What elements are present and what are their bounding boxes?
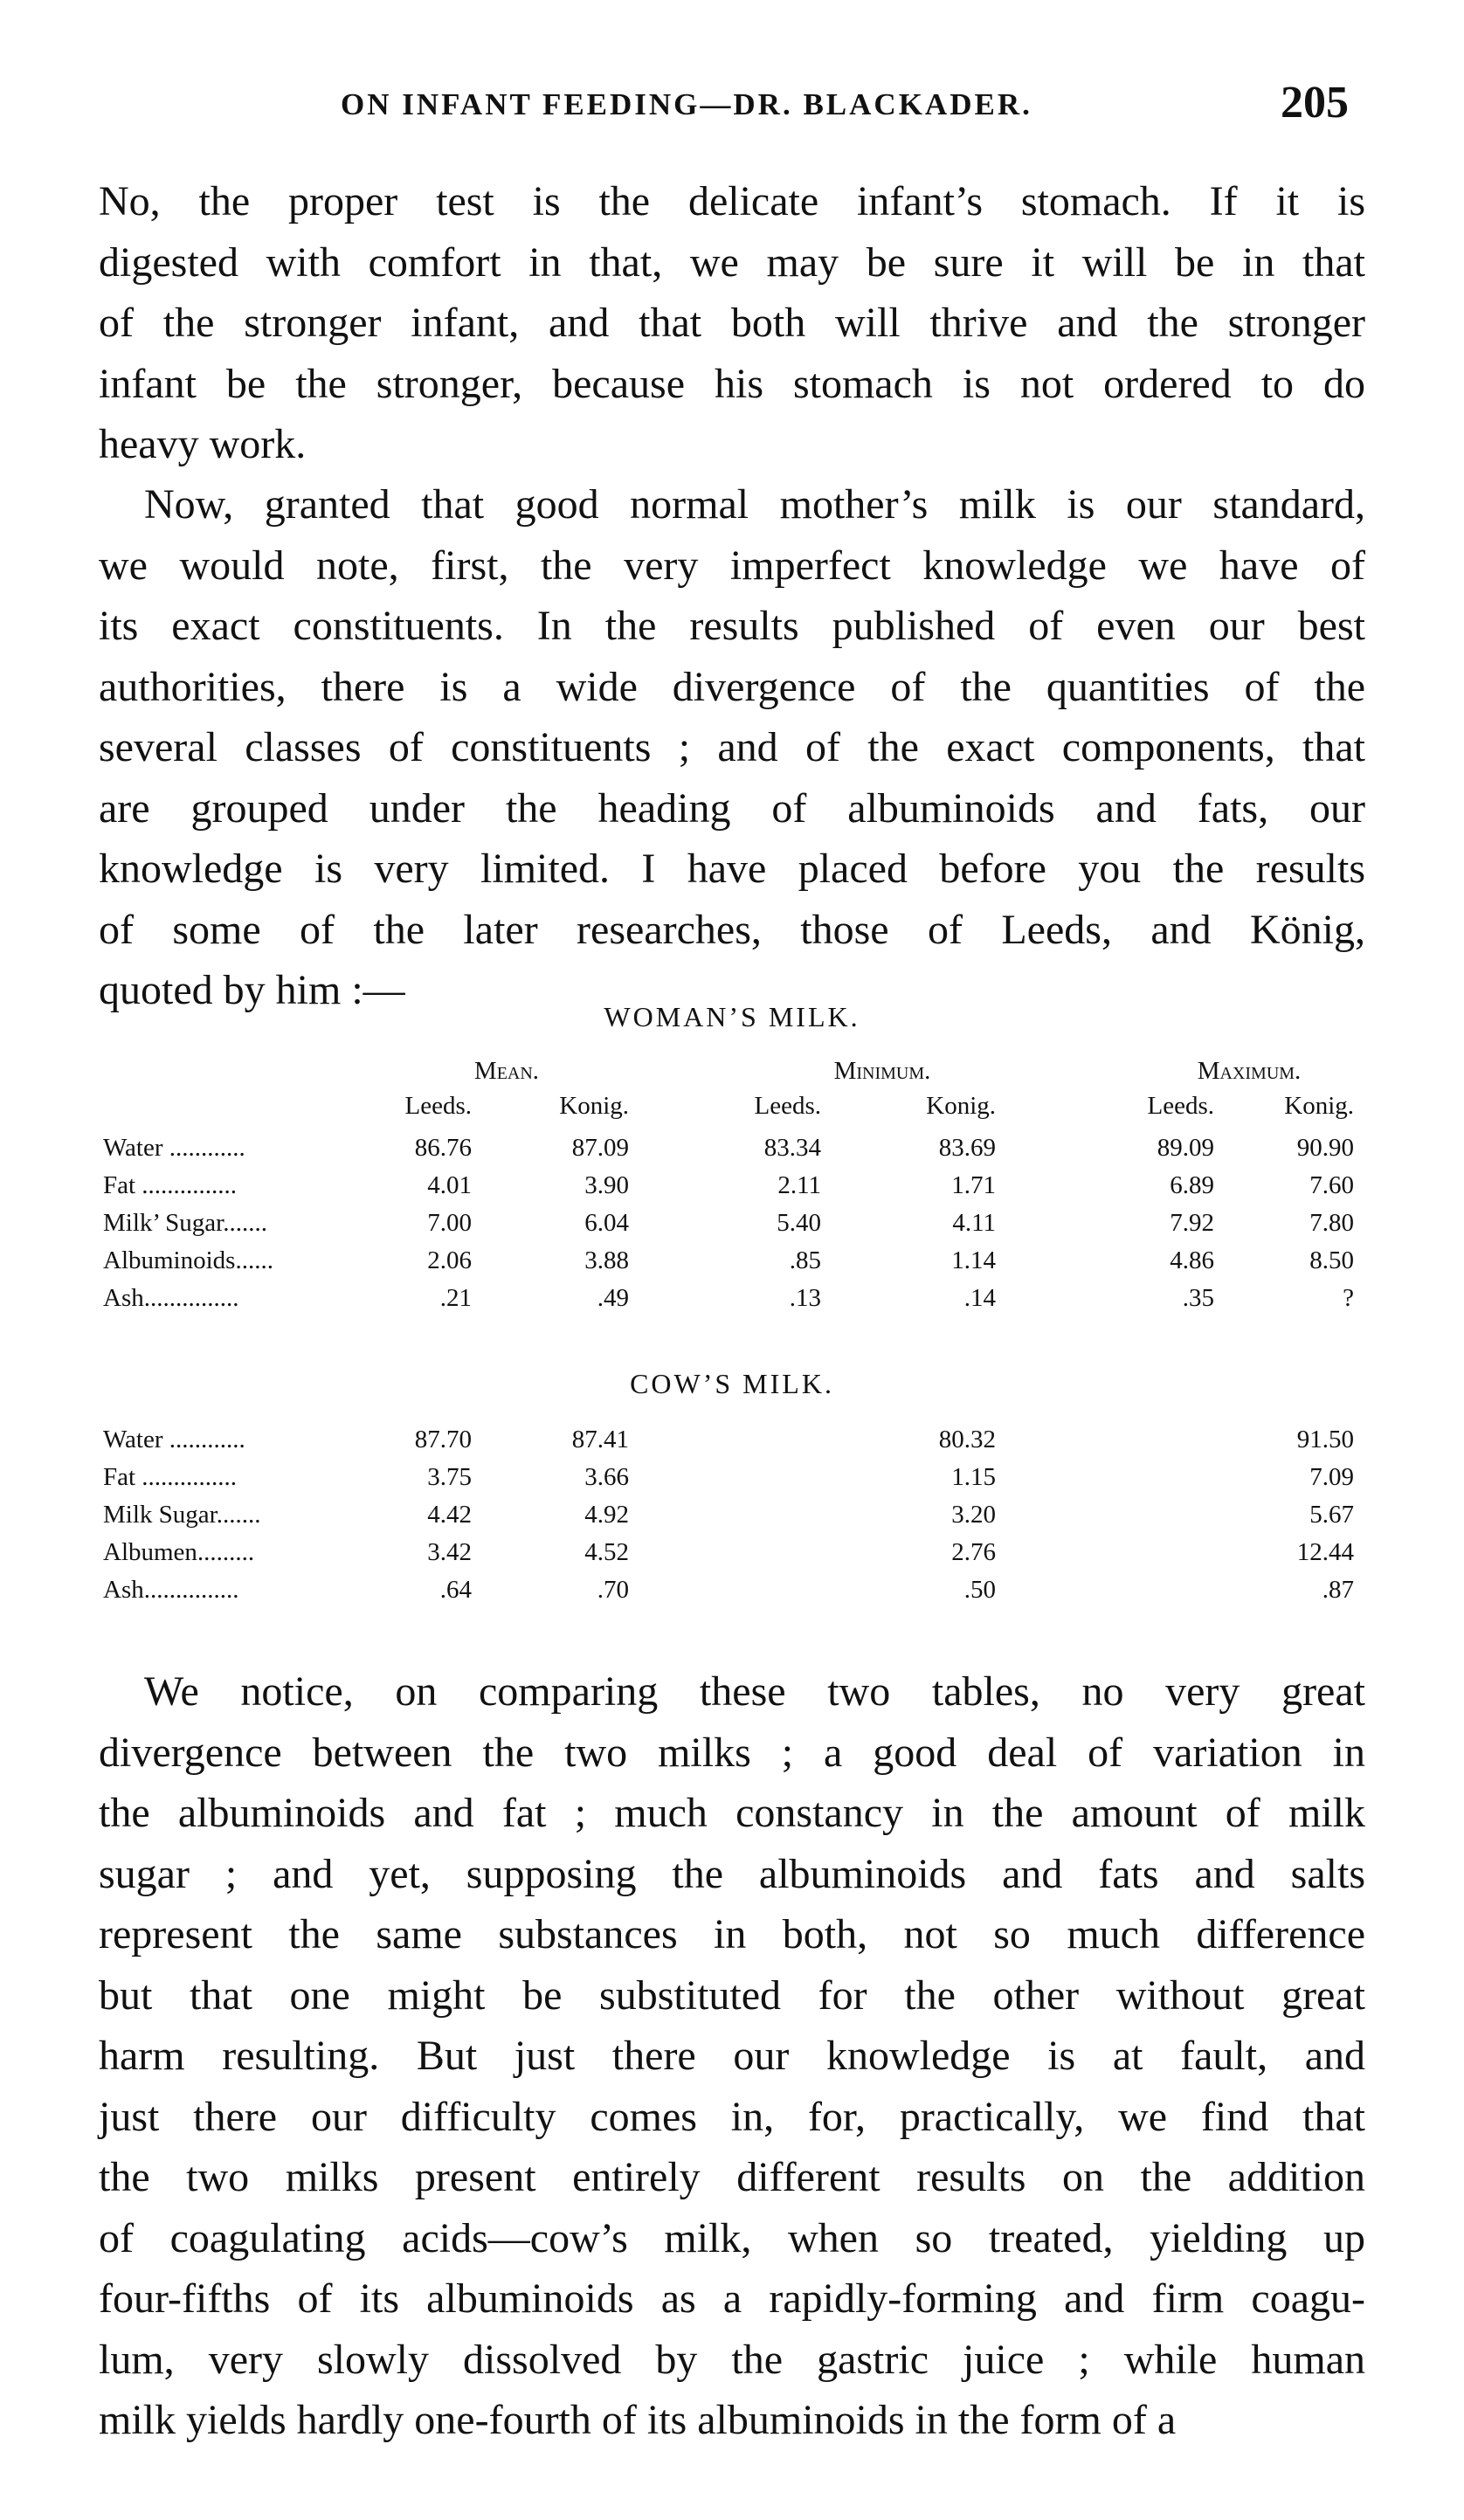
womans-milk-table bbox=[0, 1057, 1464, 1336]
text-line: Now, granted that good normal mother’s milk is our standard, bbox=[144, 481, 1365, 528]
table-cell: 4.86 bbox=[1170, 1246, 1214, 1274]
table-cell: 3.66 bbox=[584, 1463, 629, 1491]
table-cell: ? bbox=[1343, 1284, 1354, 1312]
group-header-maximum: Maximum. bbox=[1197, 1057, 1302, 1085]
table-cell: 7.80 bbox=[1309, 1209, 1354, 1237]
row-label: Albumen......... bbox=[103, 1538, 255, 1566]
table-cell: .50 bbox=[963, 1576, 996, 1604]
table-cell: 3.75 bbox=[427, 1463, 472, 1491]
text-line: the albuminoids and fat ; much constancy in the amount of milk bbox=[99, 1790, 1365, 1836]
row-label: Fat ............... bbox=[103, 1463, 238, 1491]
group-header-mean: Mean. bbox=[473, 1057, 540, 1085]
table-cell: 7.09 bbox=[1309, 1463, 1354, 1491]
table-cell: 4.01 bbox=[427, 1171, 472, 1199]
table-cell: 2.76 bbox=[951, 1538, 996, 1566]
table-cell: 4.92 bbox=[584, 1501, 629, 1529]
table-cell: 3.90 bbox=[584, 1171, 629, 1199]
row-label: Fat ............... bbox=[103, 1171, 238, 1199]
table-cell: 5.40 bbox=[777, 1209, 821, 1237]
table-cell: .13 bbox=[789, 1284, 821, 1312]
text-line: digested with comfort in that, we may be sure it will be in that bbox=[99, 238, 1365, 286]
text-line: we would note, first, the very imperfect knowledge we have of bbox=[99, 542, 1365, 589]
table-cell: 6.04 bbox=[584, 1209, 629, 1237]
row-label: Ash............... bbox=[103, 1576, 239, 1604]
text-line: but that one might be substituted for the other without great bbox=[99, 1971, 1365, 2019]
running-title: ON INFANT FEEDING—DR. BLACKADER. bbox=[341, 87, 1032, 121]
column-header: Konig. bbox=[559, 1092, 629, 1120]
row-label: Milk’ Sugar....... bbox=[103, 1209, 267, 1237]
table-cell: .70 bbox=[597, 1576, 629, 1604]
text-line: the two milks present entirely different results on the addition bbox=[99, 2154, 1365, 2200]
table-cell: 3.88 bbox=[584, 1246, 629, 1274]
table-cell: 87.09 bbox=[571, 1134, 629, 1162]
table-cell: 86.76 bbox=[414, 1134, 472, 1162]
cows-milk-title: COW’S MILK. bbox=[630, 1368, 834, 1399]
text-line: several classes of constituents ; and of the exact components, that bbox=[99, 724, 1365, 770]
table-cell: 6.89 bbox=[1170, 1171, 1214, 1199]
table-cell: 1.15 bbox=[951, 1463, 996, 1491]
text-line: authorities, there is a wide divergence of the quantities of the bbox=[99, 663, 1365, 710]
paragraph-1 bbox=[99, 171, 1365, 475]
table-cell: 80.32 bbox=[938, 1426, 996, 1453]
table-cell: 7.00 bbox=[427, 1209, 472, 1237]
table-cell: 8.50 bbox=[1309, 1246, 1354, 1274]
table-cell: 83.69 bbox=[938, 1134, 996, 1162]
womans-milk-title: WOMAN’S MILK. bbox=[604, 1001, 860, 1032]
table-cell: 90.90 bbox=[1296, 1134, 1354, 1162]
group-header-minimum: Minimum. bbox=[833, 1057, 931, 1085]
text-line: of the stronger infant, and that both will thrive and the stronger bbox=[99, 300, 1365, 346]
text-line: lum, very slowly dissolved by the gastric juice ; while human bbox=[99, 2336, 1365, 2383]
table-cell: 2.06 bbox=[427, 1246, 472, 1274]
table-cell: 3.20 bbox=[951, 1501, 996, 1529]
table-cell: .64 bbox=[439, 1576, 472, 1604]
column-header: Leeds. bbox=[1147, 1092, 1214, 1120]
table-cell: 89.09 bbox=[1157, 1134, 1214, 1162]
text-line: divergence between the two milks ; a good deal of variation in bbox=[99, 1729, 1365, 1776]
table-cell: 83.34 bbox=[763, 1134, 821, 1162]
text-line: of coagulating acids—cow’s milk, when so treated, yielding up bbox=[99, 2214, 1365, 2261]
row-label: Ash............... bbox=[103, 1284, 239, 1312]
table-cell: 4.42 bbox=[427, 1501, 472, 1529]
cows-milk-table bbox=[0, 1426, 1464, 1635]
text-line: quoted by him :— bbox=[99, 967, 405, 1013]
text-line: represent the same substances in both, not so much difference bbox=[99, 1911, 1365, 1957]
table-cell: 87.70 bbox=[414, 1426, 472, 1453]
paragraph-2 bbox=[99, 474, 1365, 1021]
row-label: Water ............ bbox=[103, 1426, 245, 1453]
table-cell: 91.50 bbox=[1296, 1426, 1354, 1453]
text-line: its exact constituents. In the results published of even our best bbox=[99, 603, 1365, 649]
table-cell: 1.71 bbox=[951, 1171, 996, 1199]
text-line: of some of the later researches, those of Leeds, and König, bbox=[99, 906, 1365, 953]
text-line: harm resulting. But just there our knowledge is at fault, and bbox=[99, 2033, 1365, 2079]
row-label: Water ............ bbox=[103, 1134, 245, 1162]
table-cell: 1.14 bbox=[951, 1246, 996, 1274]
text-line: We notice, on comparing these two tables, no very great bbox=[144, 1668, 1365, 1715]
text-line: four-fifths of its albuminoids as a rapidly-forming and firm coagu- bbox=[99, 2275, 1365, 2322]
column-header: Leeds. bbox=[404, 1092, 472, 1120]
table-cell: 7.60 bbox=[1309, 1171, 1354, 1199]
text-line: just there our difficulty comes in, for, practically, we find that bbox=[99, 2093, 1365, 2140]
table-cell: 12.44 bbox=[1296, 1538, 1354, 1566]
table-cell: 4.11 bbox=[952, 1209, 996, 1237]
table-cell: .85 bbox=[789, 1246, 821, 1274]
table-cell: .21 bbox=[439, 1284, 472, 1312]
table-cell: .87 bbox=[1322, 1576, 1354, 1604]
column-header: Leeds. bbox=[754, 1092, 821, 1120]
page-header bbox=[0, 78, 1464, 140]
page-number: 205 bbox=[1281, 78, 1349, 128]
row-label: Milk Sugar....... bbox=[103, 1501, 261, 1529]
text-line: heavy work. bbox=[99, 421, 307, 467]
table-cell: 3.42 bbox=[427, 1538, 472, 1566]
column-header: Konig. bbox=[1284, 1092, 1354, 1120]
table-cell: 87.41 bbox=[571, 1426, 629, 1453]
text-line: milk yields hardly one-fourth of its albuminoids in the form of a bbox=[99, 2397, 1177, 2443]
text-line: knowledge is very limited. I have placed before you the results bbox=[99, 846, 1365, 892]
table-cell: .49 bbox=[597, 1284, 629, 1312]
column-header: Konig. bbox=[926, 1092, 996, 1120]
text-line: sugar ; and yet, supposing the albuminoids and fats and salts bbox=[99, 1850, 1365, 1897]
paragraph-3 bbox=[99, 1661, 1365, 2451]
table-cell: 5.67 bbox=[1309, 1501, 1354, 1529]
table-cell: 4.52 bbox=[584, 1538, 629, 1566]
table-cell: 7.92 bbox=[1170, 1209, 1214, 1237]
text-line: infant be the stronger, because his stomach is not ordered to do bbox=[99, 360, 1365, 407]
table-cell: .14 bbox=[963, 1284, 996, 1312]
table-cell: .35 bbox=[1182, 1284, 1214, 1312]
text-line: No, the proper test is the delicate infant’s stomach. If it is bbox=[99, 178, 1365, 224]
row-label: Albuminoids...... bbox=[103, 1246, 273, 1274]
text-line: are grouped under the heading of albuminoids and fats, our bbox=[99, 784, 1365, 832]
table-cell: 2.11 bbox=[777, 1171, 821, 1199]
